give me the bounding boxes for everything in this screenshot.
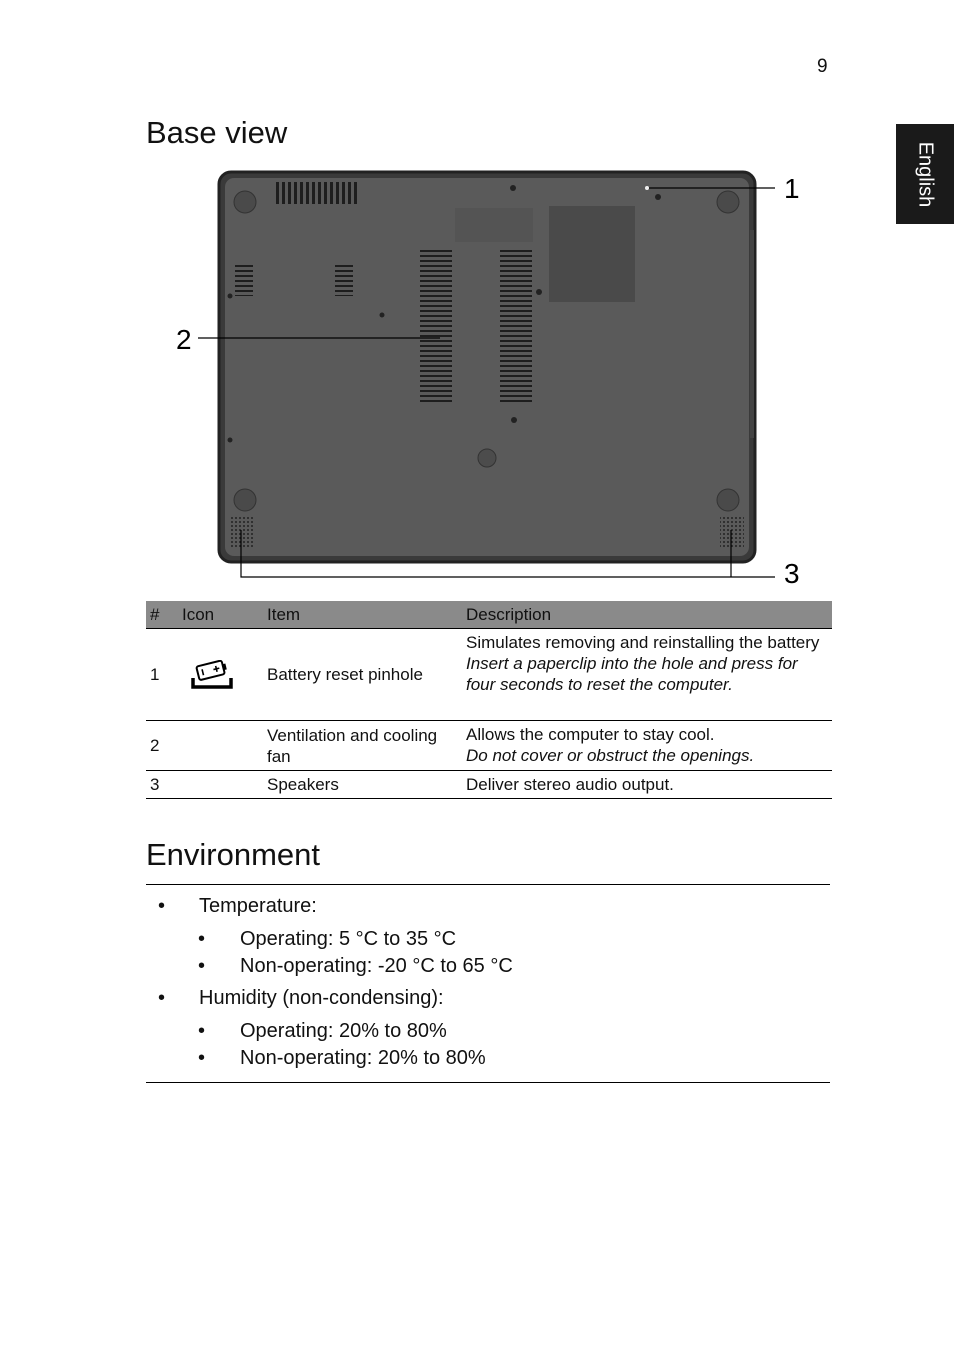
- row-icon: [178, 721, 263, 771]
- header-number: #: [146, 601, 178, 629]
- sub-item: [146, 1046, 830, 1070]
- table-header-row: [146, 601, 832, 629]
- row-description: [462, 629, 832, 721]
- laptop-base-illustration: [150, 160, 830, 600]
- header-icon: Icon: [178, 601, 263, 629]
- row-description-note: Insert a paperclip into the hole and press for four seconds to reset the computer.: [466, 654, 798, 694]
- list-item-label: Temperature:: [199, 895, 317, 917]
- list-item-temperature: [146, 894, 830, 918]
- bullet: •: [198, 955, 206, 977]
- bullet: •: [158, 895, 166, 917]
- callout-1: 1: [784, 173, 800, 204]
- table-row: [146, 721, 832, 771]
- callout-2: 2: [176, 324, 192, 355]
- header-description: Description: [462, 601, 832, 629]
- sub-item: [146, 927, 830, 951]
- sub-item-label: Operating: 5 °C to 35 °C: [240, 928, 457, 950]
- divider-top: [146, 884, 830, 885]
- callout-3: 3: [784, 558, 800, 589]
- row-item: Battery reset pinhole: [263, 629, 462, 721]
- bullet: •: [198, 1047, 206, 1069]
- sub-item-label: Non-operating: 20% to 80%: [240, 1047, 486, 1069]
- section-title-environment: Environment: [146, 837, 321, 872]
- row-description-text: Allows the computer to stay cool.: [466, 725, 715, 744]
- row-icon: [178, 629, 263, 721]
- row-description-note: Do not cover or obstruct the openings.: [466, 746, 755, 765]
- sub-item: [146, 954, 830, 978]
- row-description: [462, 721, 832, 771]
- environment-list: [146, 894, 830, 1073]
- table-row: [146, 629, 832, 721]
- divider-bottom: [146, 1082, 830, 1083]
- row-number: 2: [146, 721, 178, 771]
- row-item: Ventilation and cooling fan: [263, 721, 462, 771]
- bullet: •: [158, 987, 166, 1009]
- row-icon: [178, 771, 263, 799]
- language-tab-label: English: [914, 141, 937, 207]
- row-number: 3: [146, 771, 178, 799]
- row-description: [462, 771, 832, 799]
- language-tab: [896, 124, 954, 224]
- battery-reset-icon: [190, 660, 234, 690]
- section-title-base-view: Base view: [146, 115, 288, 150]
- bullet: •: [198, 1020, 206, 1042]
- page-number: 9: [817, 56, 828, 77]
- sub-item-label: Operating: 20% to 80%: [240, 1020, 447, 1042]
- sub-item-label: Non-operating: -20 °C to 65 °C: [240, 955, 513, 977]
- row-description-text: Simulates removing and reinstalling the battery: [466, 633, 820, 652]
- base-view-table: [146, 601, 832, 799]
- bullet: •: [198, 928, 206, 950]
- row-description-text: Deliver stereo audio output.: [466, 775, 674, 794]
- row-item: Speakers: [263, 771, 462, 799]
- table-row: [146, 771, 832, 799]
- list-item-humidity: [146, 986, 830, 1010]
- sub-item: [146, 1019, 830, 1043]
- list-item-label: Humidity (non-condensing):: [199, 987, 444, 1009]
- row-number: 1: [146, 629, 178, 721]
- header-item: Item: [263, 601, 462, 629]
